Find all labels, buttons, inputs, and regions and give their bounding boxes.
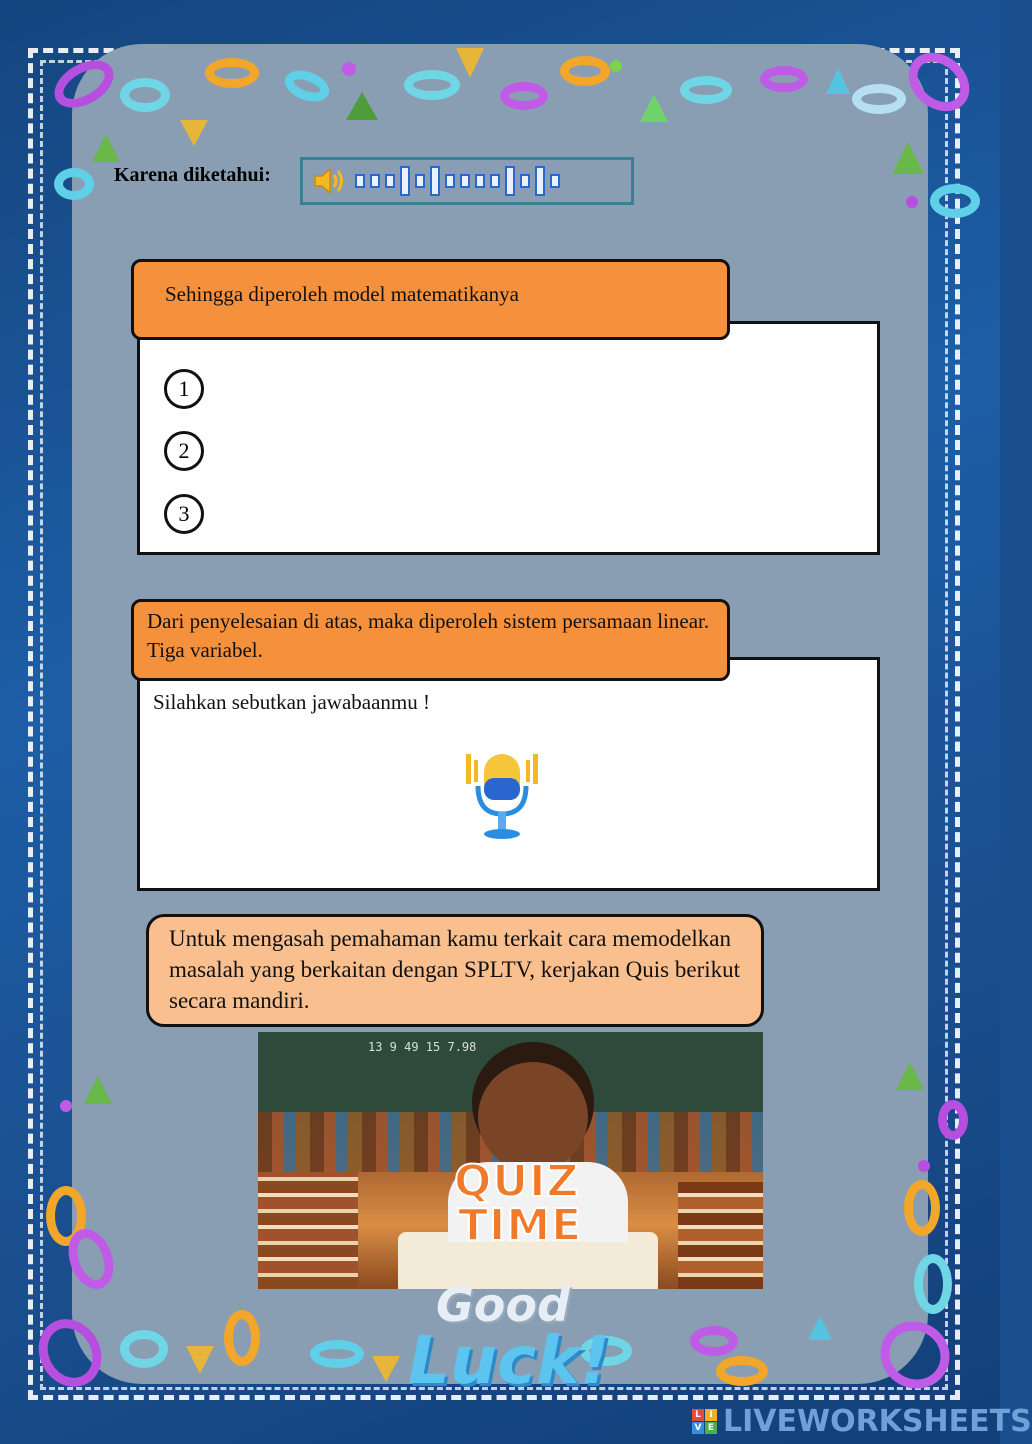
practice-text: Untuk mengasah pemahaman kamu terkait cara memodelkan masalah yang berkaitan dengan SPLTV, kerjakan Quis berikut secara mandiri.: [169, 926, 741, 1013]
spoken-answer-prompt: Silahkan sebutkan jawabaanmu !: [153, 690, 430, 714]
liveworksheets-brand[interactable]: [692, 1404, 1032, 1439]
quiz-time-image[interactable]: [258, 1032, 763, 1289]
book-stack-left: [258, 1172, 358, 1289]
answer-input-1[interactable]: [220, 364, 840, 414]
microphone-icon[interactable]: [462, 750, 542, 842]
book-stack-right: [678, 1182, 763, 1289]
answer-number-1: 1: [164, 369, 204, 409]
answer-input-3[interactable]: [220, 489, 840, 539]
model-header: [131, 259, 730, 340]
answer-number-2: 2: [164, 431, 204, 471]
model-header-text: Sehingga diperoleh model matematikanya: [165, 282, 519, 306]
audio-waveform: [355, 166, 560, 196]
model-answer-box: [137, 321, 880, 555]
practice-instructions: [146, 914, 764, 1027]
speaker-icon[interactable]: [313, 165, 349, 197]
conclusion-header: [131, 599, 730, 681]
spoken-answer-box: [137, 657, 880, 891]
quiz-title-line1: QUIZ: [454, 1156, 580, 1207]
liveworksheets-logo-icon: L I V E: [692, 1409, 717, 1434]
known-label: Karena diketahui:: [114, 164, 271, 186]
good-luck-line1: Good: [436, 1278, 570, 1332]
answer-input-2[interactable]: [220, 426, 840, 476]
answer-number-3: 3: [164, 494, 204, 534]
conclusion-header-text: Dari penyelesaian di atas, maka diperoleh sistem persamaan linear. Tiga variabel.: [147, 609, 710, 662]
chalkboard-scribbles: 13 9 49 15 7.98: [368, 1040, 477, 1054]
brand-name: LIVEWORKSHEETS: [723, 1404, 1032, 1439]
quiz-title-line2: TIME: [458, 1200, 583, 1251]
audio-player[interactable]: [300, 157, 634, 205]
good-luck-line2: Luck!: [408, 1322, 611, 1399]
